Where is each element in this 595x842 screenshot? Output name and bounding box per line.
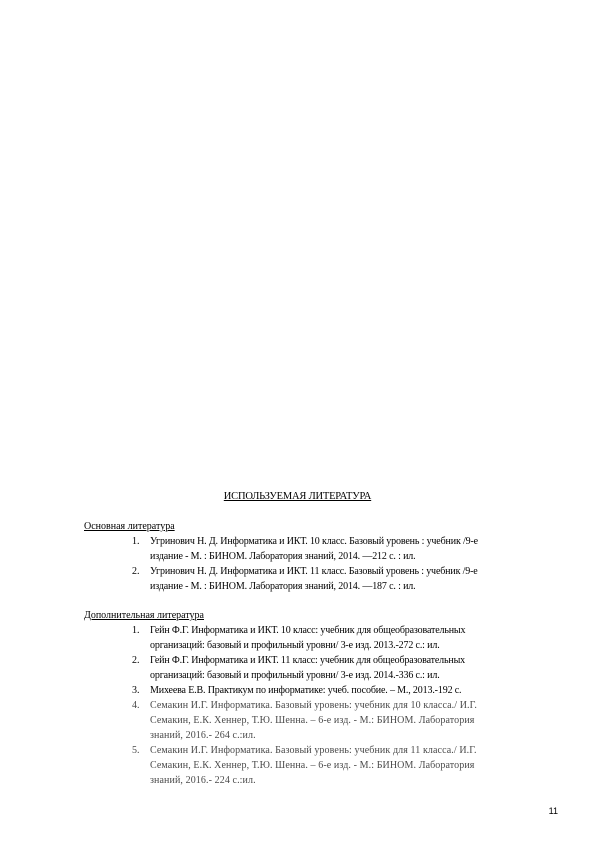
list-item bbox=[0, 743, 595, 788]
list-item-text bbox=[150, 564, 560, 594]
list-item bbox=[0, 623, 595, 653]
list-item-number: 1. bbox=[132, 625, 140, 636]
list-item-line: издание - М. : БИНОМ. Лаборатория знаний, 2014. —212 с. : ил. bbox=[150, 551, 416, 562]
list-item-number: 5. bbox=[132, 745, 140, 756]
list-item-number: 2. bbox=[132, 655, 140, 666]
list-item-line: Семакин И.Г. Информатика. Базовый уровень: учебник для 10 класса./ И.Г. bbox=[150, 700, 478, 711]
list-item-number: 1. bbox=[132, 536, 140, 547]
list-item-text bbox=[150, 683, 560, 698]
additional-literature-list bbox=[0, 623, 595, 788]
list-item-number: 2. bbox=[132, 566, 140, 577]
list-item-number: 4. bbox=[132, 700, 140, 711]
list-item-line: организаций: базовый и профильный уровни/ 3-е изд. 2014.-336 с.: ил. bbox=[150, 670, 440, 681]
main-literature-heading: Основная литература bbox=[84, 521, 175, 532]
list-item-number: 3. bbox=[132, 685, 140, 696]
list-item bbox=[0, 683, 595, 698]
list-item bbox=[0, 564, 595, 594]
list-item-line: знаний, 2016.- 224 с.:ил. bbox=[150, 775, 256, 786]
main-literature-list bbox=[0, 534, 595, 594]
page-number: 11 bbox=[548, 806, 558, 816]
list-item-line: Угринович Н. Д. Информатика и ИКТ. 10 класс. Базовый уровень : учебник /9-е bbox=[150, 536, 478, 547]
list-item-line: Гейн Ф.Г. Информатика и ИКТ. 11 класс: учебник для общеобразовательных bbox=[150, 655, 465, 666]
list-item-line: Семакин, Е.К. Хеннер, Т.Ю. Шенна. – 6-е изд. - М.: БИНОМ. Лаборатория bbox=[150, 760, 475, 771]
list-item-line: Семакин И.Г. Информатика. Базовый уровень: учебник для 11 класса./ И.Г. bbox=[150, 745, 477, 756]
list-item-text bbox=[150, 623, 560, 653]
list-item-line: Михеева Е.В. Практикум по информатике: учеб. пособие. – М., 2013.-192 с. bbox=[150, 685, 462, 696]
list-item-text bbox=[150, 743, 560, 788]
list-item-text bbox=[150, 698, 560, 743]
additional-literature-heading: Дополнительная литература bbox=[84, 610, 204, 621]
list-item-line: Гейн Ф.Г. Информатика и ИКТ. 10 класс: учебник для общеобразовательных bbox=[150, 625, 466, 636]
list-item bbox=[0, 653, 595, 683]
list-item-text bbox=[150, 653, 560, 683]
list-item-line: издание - М. : БИНОМ. Лаборатория знаний, 2014. —187 с. : ил. bbox=[150, 581, 416, 592]
list-item-line: Угринович Н. Д. Информатика и ИКТ. 11 класс. Базовый уровень : учебник /9-е bbox=[150, 566, 478, 577]
list-item bbox=[0, 534, 595, 564]
list-item-text bbox=[150, 534, 560, 564]
list-item bbox=[0, 698, 595, 743]
page-title: ИСПОЛЬЗУЕМАЯ ЛИТЕРАТУРА bbox=[223, 491, 372, 502]
list-item-line: знаний, 2016.- 264 с.:ил. bbox=[150, 730, 256, 741]
list-item-line: организаций: базовый и профильный уровни/ 3-е изд. 2013.-272 с.: ил. bbox=[150, 640, 440, 651]
list-item-line: Семакин, Е.К. Хеннер, Т.Ю. Шенна. – 6-е изд. - М.: БИНОМ. Лаборатория bbox=[150, 715, 475, 726]
